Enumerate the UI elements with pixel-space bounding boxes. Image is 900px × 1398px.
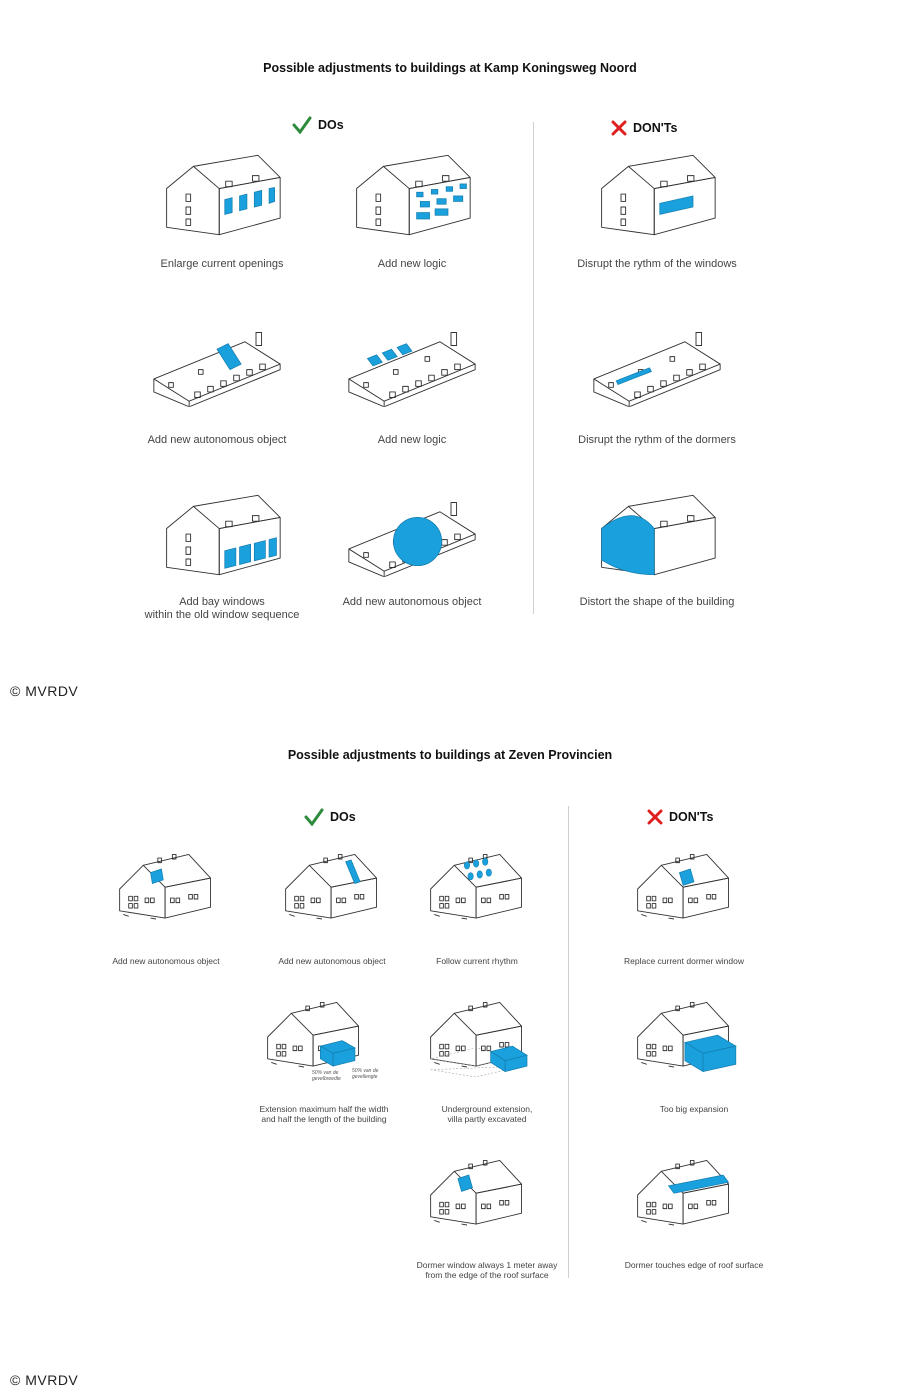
house-illustration bbox=[347, 490, 477, 580]
caption: Add new logic bbox=[377, 258, 447, 270]
caption: Too big expansion bbox=[659, 1104, 729, 1114]
extension-note-width: 50% van de gevelbreedte bbox=[312, 1070, 341, 1082]
item-add-autonomous-object-1 bbox=[147, 320, 287, 455]
dos-label: DOs bbox=[318, 118, 344, 132]
caption: Disrupt the rythm of the dormers bbox=[578, 434, 736, 446]
caption: Distort the shape of the building bbox=[579, 596, 735, 608]
item-disrupt-rhythm-windows bbox=[577, 150, 737, 280]
donts-heading bbox=[647, 809, 713, 825]
item-add-new-logic-2 bbox=[347, 320, 477, 455]
house-illustration bbox=[152, 320, 282, 410]
house-illustration bbox=[347, 320, 477, 410]
house-illustration bbox=[592, 320, 722, 410]
panel-zeven-provincien bbox=[0, 730, 900, 1330]
item-add-autonomous-object-2 bbox=[342, 490, 482, 630]
item-dormer-one-meter-away bbox=[416, 1158, 558, 1288]
caption: Enlarge current openings bbox=[160, 258, 284, 270]
item-follow-current-rhythm bbox=[427, 852, 527, 972]
checkmark-icon bbox=[292, 116, 312, 134]
item-underground-extension bbox=[427, 1000, 547, 1130]
house-illustration bbox=[352, 150, 472, 240]
house-illustration bbox=[597, 490, 717, 580]
caption bbox=[132, 596, 312, 622]
caption: Disrupt the rythm of the windows bbox=[577, 258, 737, 270]
item-distort-shape bbox=[579, 490, 735, 630]
caption-line-2: villa partly excavated bbox=[447, 1114, 527, 1124]
caption-line-2: from the edge of the roof surface bbox=[425, 1270, 549, 1280]
caption-line-1: Underground extension, bbox=[441, 1104, 533, 1114]
dos-label: DOs bbox=[330, 810, 356, 824]
caption: Add new autonomous object bbox=[278, 956, 386, 966]
caption: Replace current dormer window bbox=[624, 956, 744, 966]
panel-title: Possible adjustments to buildings at Kamp Koningsweg Noord bbox=[263, 61, 637, 75]
section-divider bbox=[533, 122, 534, 614]
dos-heading bbox=[304, 808, 356, 826]
caption-line-1: Add bay windows bbox=[179, 596, 265, 608]
cross-icon bbox=[611, 120, 627, 136]
dos-heading bbox=[292, 116, 344, 134]
credit-mvrdv-1: © MVRDV bbox=[10, 683, 79, 699]
item-disrupt-rhythm-dormers bbox=[578, 320, 736, 455]
donts-label: DON'Ts bbox=[669, 810, 714, 824]
donts-heading bbox=[611, 120, 677, 136]
house-illustration bbox=[634, 1158, 734, 1232]
caption-line-2: and half the length of the building bbox=[261, 1114, 387, 1124]
caption: Add new autonomous object bbox=[342, 596, 482, 608]
house-illustration bbox=[427, 852, 527, 926]
caption bbox=[397, 1260, 577, 1280]
house-illustration bbox=[162, 150, 282, 240]
house-illustration bbox=[427, 1000, 527, 1074]
donts-label: DON'Ts bbox=[633, 121, 678, 135]
item-extension-maximum bbox=[259, 1000, 389, 1130]
section-divider bbox=[568, 806, 569, 1278]
house-illustration bbox=[634, 1000, 734, 1074]
caption: Add new autonomous object bbox=[147, 434, 287, 446]
item-add-bay-windows bbox=[144, 490, 300, 630]
house-illustration bbox=[264, 1000, 364, 1074]
caption-line-1: Extension maximum half the width bbox=[259, 1104, 389, 1114]
checkmark-icon bbox=[304, 808, 324, 826]
caption: Add new logic bbox=[377, 434, 447, 446]
house-illustration bbox=[162, 490, 282, 580]
caption bbox=[234, 1104, 414, 1124]
item-dormer-touches-edge bbox=[624, 1158, 764, 1288]
caption: Follow current rhythm bbox=[436, 956, 518, 966]
item-add-autonomous-object-a bbox=[112, 852, 220, 972]
house-illustration bbox=[427, 1158, 527, 1232]
house-illustration bbox=[116, 852, 216, 926]
item-add-new-logic-1 bbox=[352, 150, 472, 280]
caption bbox=[397, 1104, 577, 1124]
caption-line-2: within the old window sequence bbox=[144, 609, 300, 621]
cross-icon bbox=[647, 809, 663, 825]
caption-line-1: Dormer window always 1 meter away bbox=[416, 1260, 558, 1270]
caption: Dormer touches edge of roof surface bbox=[624, 1260, 764, 1270]
credit-mvrdv-2: © MVRDV bbox=[10, 1372, 79, 1388]
extension-note-length: 50% van de gevellengte bbox=[352, 1068, 379, 1080]
house-illustration bbox=[597, 150, 717, 240]
item-too-big-expansion bbox=[634, 1000, 754, 1130]
item-replace-dormer-window bbox=[624, 852, 744, 972]
house-illustration bbox=[634, 852, 734, 926]
item-enlarge-openings bbox=[162, 150, 282, 280]
item-add-autonomous-object-b bbox=[278, 852, 386, 972]
panel-title: Possible adjustments to buildings at Zeven Provincien bbox=[287, 748, 613, 762]
house-illustration bbox=[282, 852, 382, 926]
caption: Add new autonomous object bbox=[112, 956, 220, 966]
